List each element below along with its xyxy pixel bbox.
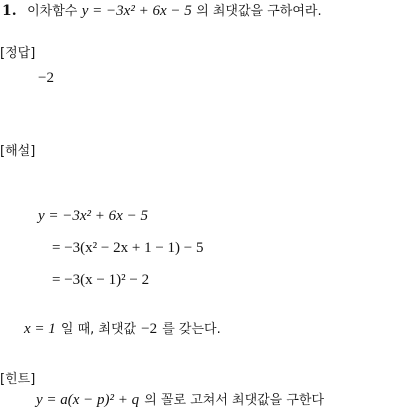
question-text-suffix: 의 최댓값을 구하여라. bbox=[196, 4, 322, 19]
explanation-conclusion bbox=[24, 318, 221, 338]
answer-heading: [정답] bbox=[0, 46, 36, 61]
conclusion-text: 일 때, 최댓값 bbox=[60, 322, 137, 337]
question-number: 1. bbox=[2, 3, 17, 19]
explanation-line-2: = −3(x² − 2x + 1 − 1) − 5 bbox=[52, 240, 204, 256]
hint-text: 의 꼴로 고쳐서 최댓값을 구한다 bbox=[144, 393, 325, 408]
conclusion-end: 를 갖는다. bbox=[162, 322, 221, 337]
conclusion-value: −2 bbox=[141, 321, 158, 337]
conclusion-math: x = 1 bbox=[24, 321, 56, 337]
explanation-line-3: = −3(x − 1)² − 2 bbox=[52, 272, 150, 288]
question-text-prefix: 이차함수 bbox=[27, 4, 78, 19]
explanation-heading: [해설] bbox=[0, 144, 36, 159]
hint-body bbox=[36, 389, 324, 409]
question bbox=[2, 0, 322, 20]
hint-heading: [힌트] bbox=[0, 372, 36, 387]
question-equation: y = −3x² + 6x − 5 bbox=[81, 3, 192, 19]
explanation-line-1: y = −3x² + 6x − 5 bbox=[38, 208, 148, 224]
answer-value: −2 bbox=[38, 70, 54, 86]
hint-math: y = a(x − p)² + q bbox=[36, 392, 140, 408]
